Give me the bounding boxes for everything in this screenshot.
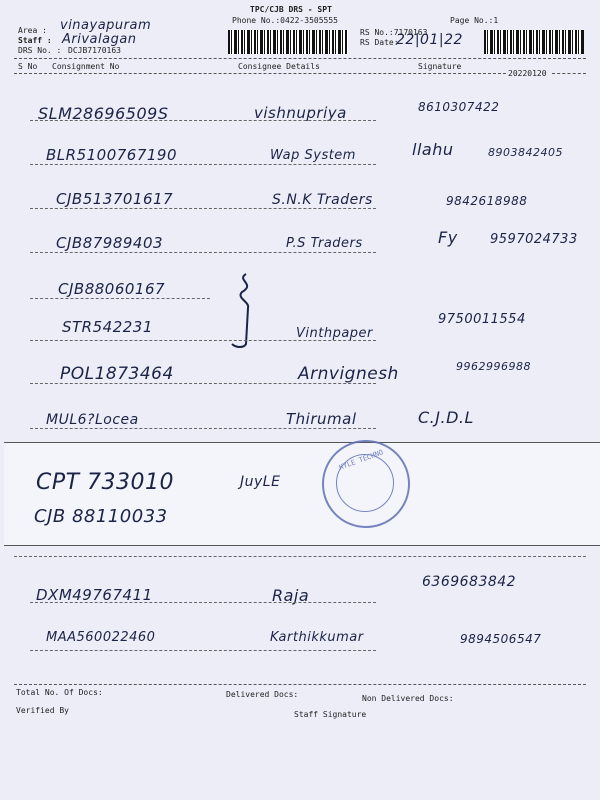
row-divider [30,340,376,341]
row4-consignment: CJB87989403 [56,234,164,252]
col-divider [14,73,506,74]
phone-number: Phone No.:0422-3505555 [232,16,338,25]
row-divider [30,298,210,299]
row2-signature-mark: llahu [412,140,454,159]
row9-consignee: Raja [272,586,310,605]
area-label: Area : [18,26,47,35]
row1-signature: 8610307422 [418,100,500,114]
report-title: TPC/CJB DRS - SPT [250,5,332,14]
barcode-right [484,30,584,54]
total-docs-label: Total No. Of Docs: [16,688,103,697]
row6-consignment: STR542231 [62,318,153,336]
company-stamp [322,440,410,528]
barcode-left [228,30,348,54]
footer-divider [14,684,586,685]
row2-consignee: Wap System [270,148,356,163]
row5-consignment: CJB88060167 [58,280,166,298]
row3-consignee: S.N.K Traders [272,192,373,208]
staff-signature-label: Staff Signature [294,710,367,719]
delivered-docs-label: Delivered Docs: [226,690,299,699]
row7-consignee: Arnvignesh [298,364,399,384]
drs-label: DRS No. : [18,46,62,55]
drs-value: DCJB7170163 [68,46,121,55]
row-divider [30,650,376,651]
col-signature: Signature [418,62,462,71]
row9-signature: 6369683842 [422,574,517,590]
staff-label: Staff : [18,36,52,45]
row10-consignment: MAA560022460 [46,630,156,645]
row10-signature: 9894506547 [460,632,542,646]
col-date-code: 20220120 [508,69,547,78]
row1-consignee: vishnupriya [254,104,347,122]
row2-signature: 8903842405 [488,146,563,159]
area-value: vinayapuram [60,18,152,33]
col-divider-end [552,73,586,74]
row-divider [30,120,376,121]
row-divider [30,252,376,253]
col-consignee: Consignee Details [238,62,320,71]
row2-consignment: BLR5100767190 [46,146,178,164]
row6-consignee: Vinthpaper [296,326,373,341]
row3-signature: 9842618988 [446,194,528,208]
verified-by-label: Verified By [16,706,69,715]
row-divider [30,602,376,603]
col-consignment: Consignment No [52,62,120,71]
non-delivered-docs-label: Non Delivered Docs: [362,694,454,703]
slip-signature: JuyLE [240,474,281,490]
row4-signature-mark: Fy [438,228,458,247]
row3-consignment: CJB513701617 [56,190,174,208]
row-divider [30,428,376,429]
staff-value: Arivalagan [62,32,137,47]
row-divider [30,164,376,165]
row8-consignment: MUL6?Locea [46,412,139,428]
stamp-text: KYLE TECHNO [338,448,385,472]
rs-date-label: RS Date: [360,38,399,47]
header-divider [14,58,586,59]
row10-consignee: Karthikkumar [270,630,364,645]
row8-signature: C.J.D.L [418,408,474,427]
page-number: Page No.:1 [450,16,499,25]
row4-consignee: P.S Traders [286,236,363,251]
row7-consignment: POL1873464 [60,364,174,384]
row-divider [30,383,376,384]
row1-consignment: SLM28696509S [38,104,169,123]
row6-signature: 9750011554 [438,312,526,327]
row8-consignee: Thirumal [286,410,357,428]
slip-line2: CJB 88110033 [34,506,168,527]
rs-number: RS No.:7170163 [360,28,428,37]
section-divider [14,556,586,557]
row9-consignment: DXM49767411 [36,586,153,604]
row4-signature: 9597024733 [490,232,578,247]
rs-date-value: 22|01|22 [396,32,463,48]
row7-signature: 9962996988 [456,360,531,373]
row-divider [30,208,376,209]
col-sno: S No [18,62,38,71]
slip-line1: CPT 733010 [36,470,175,495]
